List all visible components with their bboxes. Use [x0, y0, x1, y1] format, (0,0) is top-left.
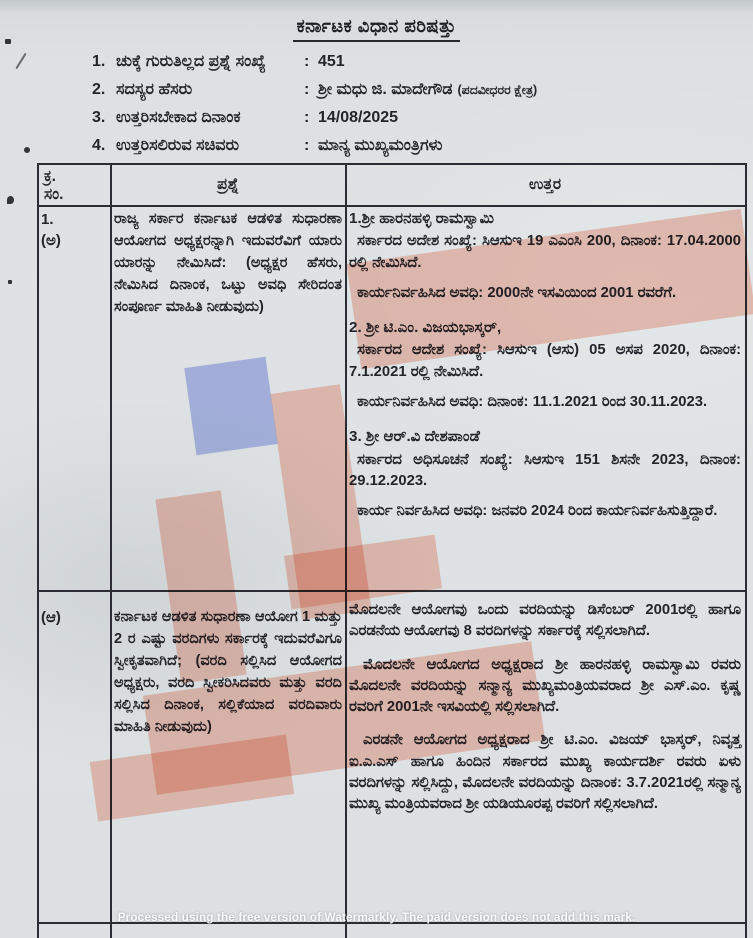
scan-speck — [8, 280, 12, 284]
meta-row-answering-minister — [92, 132, 732, 160]
meta-index: 2. — [92, 81, 106, 98]
meta-value: ಶ್ರೀ ಮಧು ಜಿ. ಮಾದೇಗೌಡ (ಪದವೀಧರರ ಕ್ಷೇತ್ರ) — [318, 81, 538, 98]
meta-label: ಚುಕ್ಕೆ ಗುರುತಿಲ್ಲದ ಪ್ರಶ್ನೆ ಸಂಖ್ಯೆ — [116, 53, 266, 70]
table-border-top — [37, 163, 747, 165]
watermark-shape — [284, 535, 442, 610]
col-header-question: ಪ್ರಶ್ನೆ — [217, 176, 239, 193]
meta-label: ಉತ್ತರಿಸಲಿರುವ ಸಚಿವರು — [116, 137, 240, 154]
answer-item-heading: 1.ಶ್ರೀ ಹಾರನಹಳ್ಳಿ ರಾಮಸ್ವಾಮಿ — [349, 210, 495, 227]
row1-answer — [349, 208, 741, 536]
col-header-slno: ಕ್ರ. ಸಂ. — [44, 168, 64, 203]
answer-item-text: ಸರ್ಕಾರದ ಆದೇಶ ಸಂಖ್ಯೆ: ಸಿಆಸುಇ (ಆಸು) 05 ಅಸಪ 2020, ದಿನಾಂಕ: 7.1.2021 ರಲ್ಲಿ ನೇಮಿಸಿದೆ. — [349, 342, 741, 380]
answer-item-heading: 2. ಶ್ರೀ ಟಿ.ಎಂ. ವಿಜಯಭಾಸ್ಕರ್, — [349, 319, 502, 337]
answer-item-text: ಕಾರ್ಯನಿರ್ವಹಿಸಿದ ಅವಧಿ: 2000ನೇ ಇಸವಿಯಿಂದ 2001 ರವರೆಗೆ. — [357, 284, 677, 301]
answer-item-heading: 3. ಶ್ರೀ ಆರ್.ವಿ ದೇಶಪಾಂಡೆ — [349, 428, 480, 446]
answer-item-1 — [349, 208, 741, 304]
meta-label: ಉತ್ತರಿಸಬೇಕಾದ ದಿನಾಂಕ — [116, 109, 241, 126]
row2-serial: (ಆ) — [41, 609, 61, 626]
meta-label: ಸದಸ್ಯರ ಹೆಸರು — [116, 81, 193, 98]
meta-row-question-number — [92, 48, 732, 76]
meta-colon: : — [304, 81, 310, 98]
page-title: ಕರ್ನಾಟಕ ವಿಧಾನ ಪರಿಷತ್ತು — [293, 16, 461, 42]
meta-value: 14/08/2025 — [318, 109, 399, 126]
scan-speck — [7, 196, 14, 204]
col-header-answer: ಉತ್ತರ — [528, 176, 562, 193]
table-border-right — [745, 163, 747, 938]
row1-question: ರಾಜ್ಯ ಸರ್ಕಾರ ಕರ್ನಾಟಕ ಆಡಳಿತ ಸುಧಾರಣಾ ಆಯೋಗದ ಅಧ್ಯಕ್ಷರನ್ನಾಗಿ ಇದುವರೆವಿಗೆ ಯಾರು ಯಾರನ್ನು ನೇಮಿಸಿದೆ: (ಅಧ್ಯಕ್ಷರ ಹೆಸರು, ನೇಮಿಸಿದ ದಿನಾಂಕ, ಒಟ್ಟು ಅವಧಿ ಸೇರಿದಂತ ಸಂಪೂರ್ಣ ಮಾಹಿತಿ ನೀಡುವುದು) — [114, 211, 342, 315]
watermark-footer-text: Processed using the free version of Watermarkly. The paid version does not add this mark. — [117, 910, 636, 924]
table-border-left — [37, 163, 39, 938]
table-divider-sl — [110, 163, 112, 938]
answer-item-2 — [349, 317, 741, 413]
answer-item-text: ಕಾರ್ಯ ನಿರ್ವಹಿಸಿದ ಅವಧಿ: ಜನವರಿ 2024 ರಿಂದ ಕಾರ್ಯನಿರ್ವಹಿಸುತ್ತಿದ್ದಾರೆ. — [357, 503, 718, 520]
meta-note: (ಪದವೀಧರರ ಕ್ಷೇತ್ರ) — [457, 83, 538, 97]
header-meta-list — [92, 48, 732, 160]
row2-question: ಕರ್ನಾಟಕ ಆಡಳಿತ ಸುಧಾರಣಾ ಆಯೋಗ 1 ಮತ್ತು 2 ರ ಎಷ್ಟು ವರದಿಗಳು ಸರ್ಕಾರಕ್ಕೆ ಇದುವರೆವಿಗೂ ಸ್ವೀಕೃತವಾಗಿದೆ; (ವರದಿ ಸಲ್ಲಿಸಿದ ಆಯೋಗದ ಅಧ್ಯಕ್ಷರು, ವರದಿ ಸ್ವೀಕರಿಸಿದವರು ಮತ್ತು ವರದಿ ಸಲ್ಲಿಸಿದ ದಿನಾಂಕ, ಸಲ್ಲಿಕೆಯಾದ ವರದಿವಾರು ಮಾಹಿತಿ ನೀಡುವುದು) — [114, 609, 342, 735]
watermark-shape — [90, 735, 294, 822]
meta-index: 1. — [92, 53, 106, 70]
scan-speck — [24, 147, 30, 153]
meta-row-answer-date — [92, 104, 732, 132]
meta-value: ಮಾನ್ಯ ಮುಖ್ಯಮಂತ್ರಿಗಳು — [318, 137, 443, 154]
answer-item-3 — [349, 426, 741, 522]
meta-colon: : — [304, 109, 310, 126]
table-divider-qa — [345, 163, 347, 938]
row1-serial: 1. (ಅ) — [41, 211, 61, 249]
meta-colon: : — [304, 137, 310, 154]
answer-item-text: ಸರ್ಕಾರದ ಅದೇಶ ಸಂಖ್ಯೆ: ಸಿಆಸುಇ 19 ಎಎಂಸಿ 200, ದಿನಾಂಕ: 17.04.2000 ರಲ್ಲಿ ನೇಮಿಸಿದೆ. — [349, 233, 741, 271]
table-row1-rule — [37, 590, 747, 592]
answer-paragraph: ಮೊದಲನೇ ಆಯೋಗವು ಒಂದು ವರದಿಯನ್ನು ಡಿಸೆಂಬರ್ 2001ರಲ್ಲಿ ಹಾಗೂ ಎರಡನೆಯ ಆಯೋಗವು 8 ವರದಿಗಳನ್ನು ಸರ್ಕಾರಕ್ಕೆ ಸಲ್ಲಿಸಲಾಗಿದೆ. — [349, 602, 741, 640]
meta-value: 451 — [318, 53, 345, 70]
meta-colon: : — [304, 53, 310, 70]
row2-answer — [349, 600, 741, 825]
meta-index: 3. — [92, 109, 106, 126]
scan-speck — [15, 53, 26, 69]
meta-row-member-name — [92, 76, 732, 104]
meta-index: 4. — [92, 137, 106, 154]
answer-paragraph: ಮೊದಲನೇ ಆಯೋಗದ ಅಧ್ಯಕ್ಷರಾದ ಶ್ರೀ ಹಾರನಹಳ್ಳಿ ರಾಮಸ್ವಾಮಿ ರವರು ಮೊದಲನೇ ವರದಿಯನ್ನು ಸನ್ಮಾನ್ಯ ಮುಖ್ಯಮಂತ್ರಿಯವರಾದ ಶ್ರೀ ಎಸ್.ಎಂ. ಕೃಷ್ಣ ರವರಿಗೆ 2001ನೇ ಇಸವಿಯಲ್ಲಿ ಸಲ್ಲಿಸಲಾಗಿದೆ. — [349, 656, 741, 716]
table-header-rule — [37, 205, 747, 207]
watermark-shape — [184, 357, 277, 456]
answer-item-text: ಸರ್ಕಾರದ ಅಧಿಸೂಚನೆ ಸಂಖ್ಯೆ: ಸಿಆಸುಇ 151 ಶಿಸನೇ 2023, ದಿನಾಂಕ: 29.12.2023. — [349, 451, 741, 489]
answer-paragraph: ಎರಡನೇ ಆಯೋಗದ ಅಧ್ಯಕ್ಷರಾದ ಶ್ರೀ ಟಿ.ಎಂ. ವಿಜಯ್ ಭಾಸ್ಕರ್, ನಿವೃತ್ತ ಐ.ಎ.ಎಸ್ ಹಾಗೂ ಹಿಂದಿನ ಸರ್ಕಾರದ ಮುಖ್ಯ ಕಾರ್ಯದರ್ಶಿ ರವರು ಏಳು ವರದಿಗಳನ್ನು ಸಲ್ಲಿಸಿದ್ದು, ಮೊದಲನೇ ವರದಿಯನ್ನು ದಿನಾಂಕ: 3.7.2021ರಲ್ಲಿ ಸನ್ಮಾನ್ಯ ಮುಖ್ಯ ಮಂತ್ರಿಯವರಾದ ಶ್ರೀ ಯಡಿಯೂರಪ್ಪ ರವರಿಗೆ ಸಲ್ಲಿಸಲಾಗಿದೆ. — [349, 732, 741, 813]
answer-item-text: ಕಾರ್ಯನಿರ್ವಹಿಸಿದ ಅವಧಿ: ದಿನಾಂಕ: 11.1.2021 ರಿಂದ 30.11.2023. — [357, 394, 708, 411]
